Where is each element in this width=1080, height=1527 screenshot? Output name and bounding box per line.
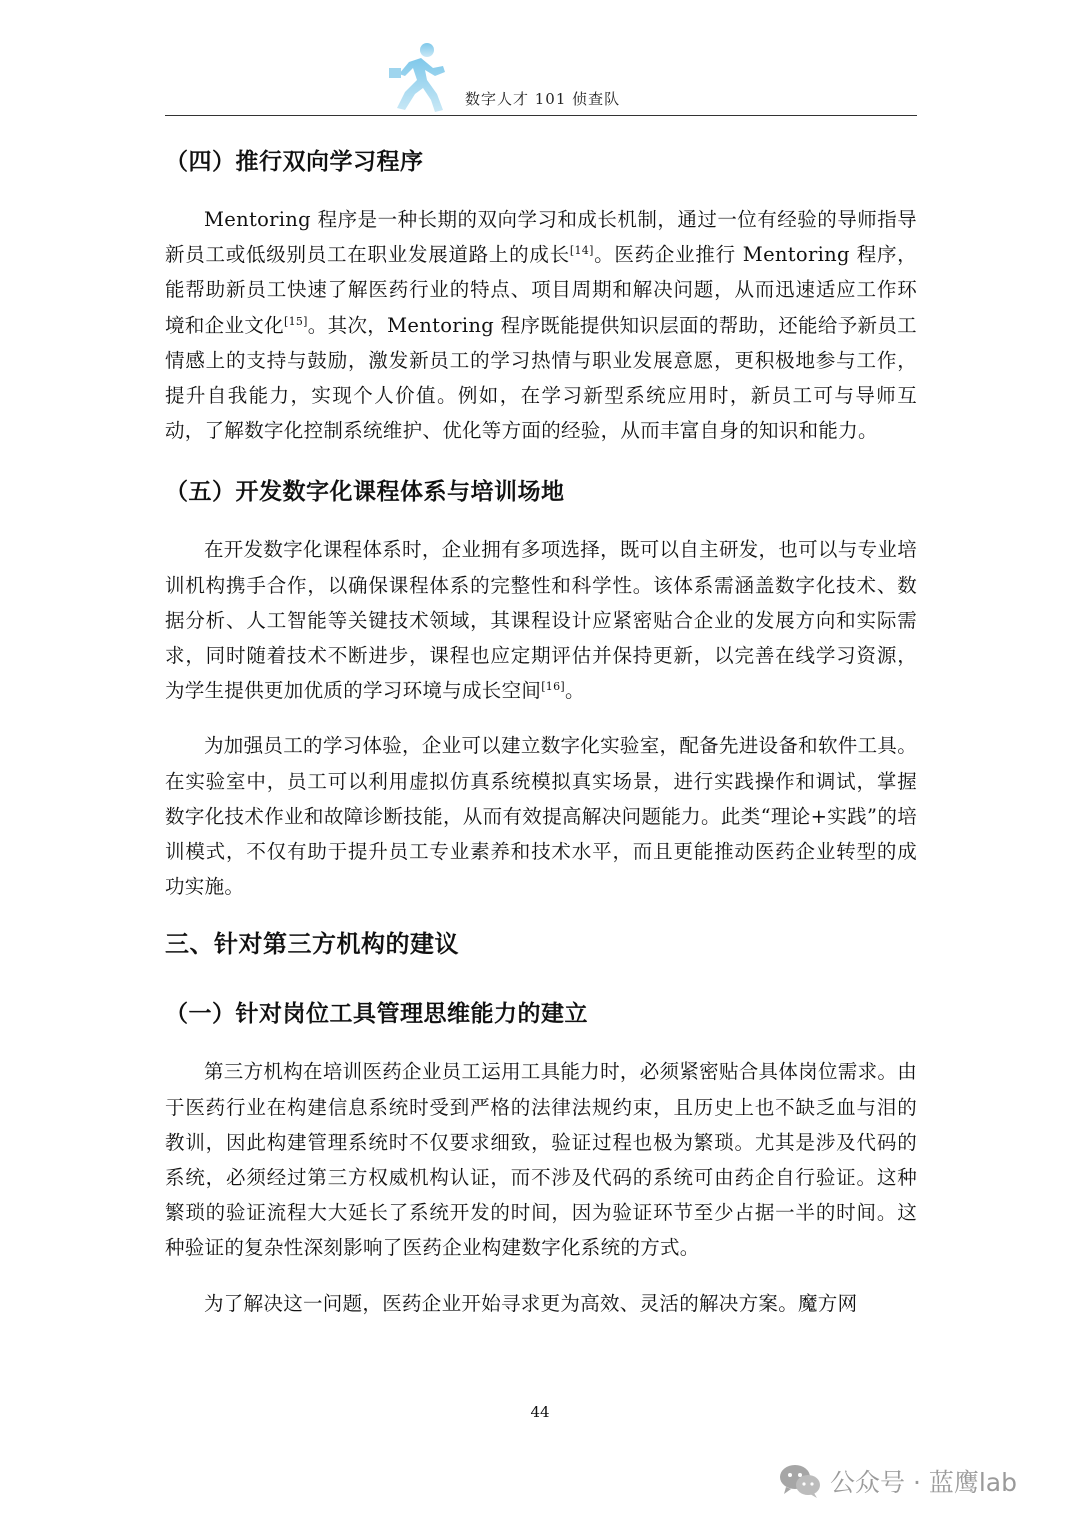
body-paragraph: [165, 1054, 917, 1265]
citation-marker: [15]: [283, 314, 308, 328]
document-body: [165, 138, 917, 1341]
paragraph-text: 。: [564, 679, 585, 703]
section-heading: （四）推行双向学习程序: [165, 149, 424, 175]
wechat-icon: [778, 1463, 822, 1499]
paragraph-text: 为了解决这一问题，医药企业开始寻求更为高效、灵活的解决方案。魔方网: [204, 1291, 858, 1315]
paragraph-text: 。其次，Mentoring 程序既能提供知识层面的帮助，还能给予新员工情感上的支持与鼓励，激发新员工的学习热情与职业发展意愿，更积极地参与工作，提升自我能力，实现个人价值。例如，在学习新型系统应用时，新员工可与导师互动，了解数字化控制系统维护、优化等方面的经验，从而丰富自身的知识和能力。: [165, 313, 917, 443]
body-paragraph: [165, 202, 917, 448]
paragraph-text: 第三方机构在培训医药企业员工运用工具能力时，必须紧密贴合具体岗位需求。由于医药行业在构建信息系统时受到严格的法律法规约束，且历史上也不缺乏血与泪的教训，因此构建管理系统时不仅要求细致，验证过程也极为繁琐。尤其是涉及代码的系统，必须经过第三方权威机构认证，而不涉及代码的系统可由药企自行验证。这种繁琐的验证流程大大延长了系统开发的时间，因为验证环节至少占据一半的时间。这种验证的复杂性深刻影响了医药企业构建数字化系统的方式。: [165, 1060, 917, 1260]
paragraph-text: 在开发数字化课程体系时，企业拥有多项选择，既可以自主研发，也可以与专业培训机构携手合作，以确保课程体系的完整性和科学性。该体系需涵盖数字化技术、数据分析、人工智能等关键技术领域，其课程设计应紧密贴合企业的发展方向和实际需求，同时随着技术不断进步，课程也应定期评估并保持更新，以完善在线学习资源，为学生提供更加优质的学习环境与成长空间: [165, 538, 917, 703]
running-figure-icon: [387, 40, 449, 114]
watermark-text: 公众号 · 蓝鹰lab: [830, 1468, 1017, 1497]
section-heading: （五）开发数字化课程体系与培训场地: [165, 479, 565, 506]
chapter-heading: 三、针对第三方机构的建议: [165, 930, 459, 959]
page-number: 44: [530, 1403, 550, 1421]
citation-marker: [16]: [541, 680, 565, 694]
header-title: 数字人才 101 侦查队: [465, 90, 621, 108]
page-header: [165, 38, 917, 116]
body-paragraph: [165, 1286, 917, 1321]
section-heading: （一）针对岗位工具管理思维能力的建立: [165, 1001, 588, 1028]
header-divider: [165, 115, 917, 116]
body-paragraph: [165, 532, 917, 708]
paragraph-text: 。医药企业推行 Mentoring 程序，能帮助新员工快速了解医药行业的特点、项目周期和解决问题，从而迅速适应工作环境和企业文化: [165, 243, 917, 337]
citation-marker: [14]: [569, 244, 594, 258]
paragraph-text: Mentoring 程序是一种长期的双向学习和成长机制，通过一位有经验的导师指导新员工或低级别员工在职业发展道路上的成长: [165, 208, 917, 267]
watermark: [778, 1461, 1017, 1501]
paragraph-text: 为加强员工的学习体验，企业可以建立数字化实验室，配备先进设备和软件工具。在实验室中，员工可以利用虚拟仿真系统模拟真实场景，进行实践操作和调试，掌握数字化技术作业和故障诊断技能，从而有效提高解决问题能力。此类“理论+实践”的培训模式，不仅有助于提升员工专业素养和技术水平，而且更能推动医药企业转型的成功实施。: [165, 734, 917, 899]
body-paragraph: [165, 728, 917, 904]
